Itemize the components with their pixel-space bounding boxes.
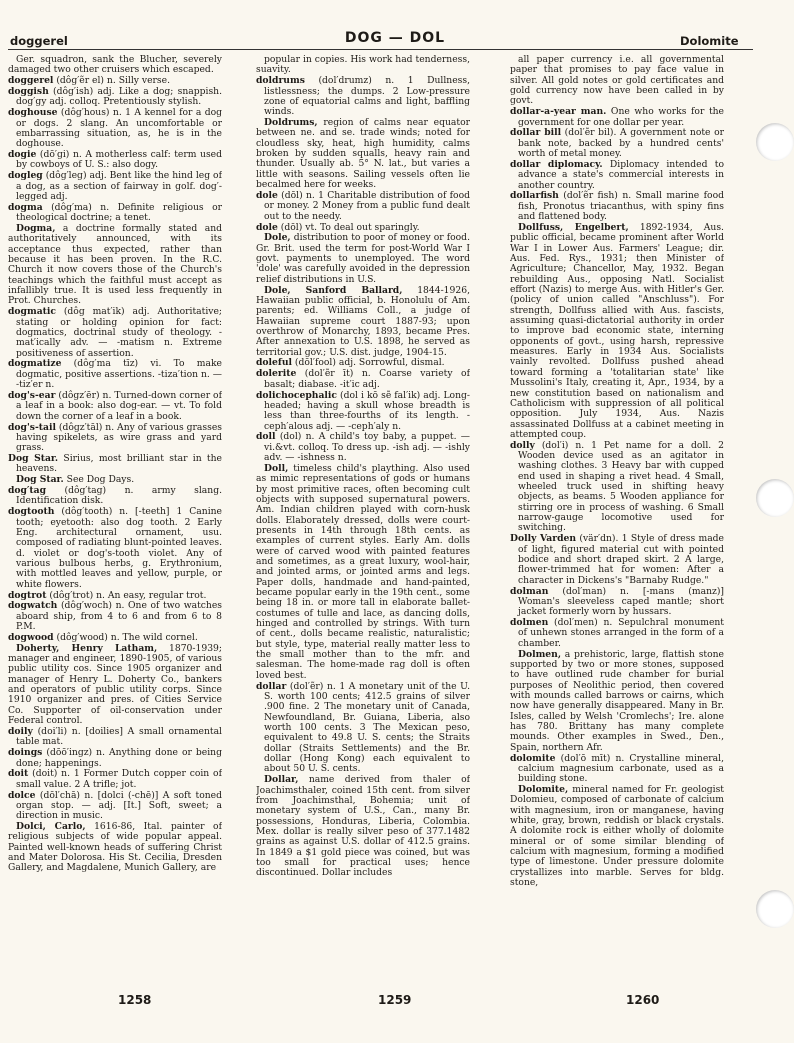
page-number-left: 1258: [118, 993, 152, 1007]
headword: dolce: [8, 789, 36, 801]
entry-text: (dol′man) n. [-mans (manz)] Woman's sleeveless caped mantle; short jacket formerly worn by hussars.: [518, 585, 724, 618]
entry-text: (dôgz′ēr) n. Turned-down corner of a leaf in a book: also dog-ear. — vt. To fold down the corner of a leaf in a book.: [16, 390, 222, 422]
headword: dollarfish: [510, 190, 559, 202]
headword: dogmatic: [8, 306, 56, 318]
dictionary-entry: [8, 507, 222, 590]
headword: dogleg: [8, 170, 43, 182]
entry-text: (dôg′woch) n. One of two watches aboard ship, from 4 to 6 and from 6 to 8 P.M.: [16, 600, 222, 633]
headword: dolerite: [256, 368, 297, 380]
encyclopedia-paragraph: [510, 650, 724, 753]
entry-text: (dol) n. A child's toy baby, a puppet. — vi.&vt. colloq. To dress up. -ish adj. — -ishly adv. — -ishness n.: [264, 431, 470, 464]
headword: doldrums: [256, 75, 305, 87]
headword: doings: [8, 747, 43, 759]
dictionary-entry: [510, 754, 724, 785]
encyclopedia-paragraph: [510, 55, 724, 107]
dictionary-entry: [8, 150, 222, 171]
entry-text: (dol′ẽr īt) n. Coarse variety of basalt; diabase. -it′ic adj.: [264, 368, 470, 390]
headword: Dog Star.: [16, 474, 64, 486]
dictionary-entry: [8, 171, 222, 202]
headword: Dolmen,: [518, 648, 562, 660]
entry-text: Sirius, most brilliant star in the heavens.: [16, 453, 222, 475]
headword: dole: [256, 189, 278, 201]
headword: Dogma,: [16, 223, 56, 234]
headword: dolmen: [510, 617, 549, 629]
entry-text: distribution to poor of money or food. Gr. Brit. used the term for post-World War I govt. payments to unemployed. The word 'dole' was carefully avoided in the depression relief distributions in U.S.: [256, 232, 470, 285]
headword: dolman: [510, 585, 549, 597]
entry-text: 1870-1939; manager and engineer, 1890-1905, of various public utility cos. Since 1905 organizer and manager of Henry L. Doherty Co., bankers and operators of public utility corps. Since 1910 organizer and pres. of Cities Service Co. Supporter of oil-conservation under Federal control.: [8, 642, 222, 727]
binder-hole-middle: [756, 479, 794, 517]
headword: dogie: [8, 149, 37, 161]
dictionary-entry: [256, 369, 470, 390]
entry-text: (dol′ẽr) n. 1 A monetary unit of the U. S. worth 100 cents; 412.5 grains of silver .900 fine. 2 The monetary unit of Canada, Newfoundland, Br. Guiana, Liberia, also worth 100 cents. 3 The Mexican peso, equivalent to 49.8 U. S. cents; the Straits dollar (Straits Settlements) and the Br. dollar (Hong Kong) each equivalent to about 50 U. S. cents.: [264, 680, 470, 775]
headword: dolichocephalic: [256, 389, 338, 401]
encyclopedia-paragraph: [8, 644, 222, 727]
entry-text: (doit) n. 1 Former Dutch copper coin of small value. 2 A trifle; jot.: [16, 768, 222, 790]
page-range-heading: DOG — DOL: [344, 30, 446, 46]
dictionary-entry: [256, 223, 470, 233]
page-number-middle: 1259: [378, 993, 412, 1007]
headword: dog′tag: [8, 485, 47, 497]
dictionary-entry: [256, 682, 470, 775]
dictionary-entry: [510, 160, 724, 191]
dictionary-entry: [8, 727, 222, 748]
encyclopedia-paragraph: [256, 55, 470, 76]
headword: dollar diplomacy.: [510, 158, 603, 170]
headword: Dolly Varden: [510, 533, 577, 545]
entry-text: (dol i kō sẽ fal′ik) adj. Long-headed; having a skull whose breadth is less than three-fourths of its length. -ceph′alous adj. — -ceph′aly n.: [264, 389, 470, 432]
entry-text: (dōō′ingz) n. Anything done or being done; happenings.: [16, 747, 222, 769]
headword: dolly: [510, 439, 535, 451]
entry-text: (dôg′leg) adj. Bent like the hind leg of a dog, as a section of fairway in golf. dog′-legged adj.: [16, 170, 222, 202]
entry-text: a doctrine formally stated and authoritatively announced, with its acceptance thus expected, rather than because it has been proven. In the R.C. Church it now covers those of the Church's teachings which the faithful must accept as infallibly true. It is used less frequently in Prot. Churches.: [8, 223, 222, 307]
dictionary-entry: [510, 191, 724, 222]
headword: dogtrot: [8, 589, 47, 601]
entry-text: timeless child's plaything. Also used as mimic representations of gods or humans by most primitive races, often becoming cult objects with supposed supernatural powers. Am. Indian children played with corn-husk dolls. Elaborately dressed, dolls were court-presents in 14th through 18th cents. as examples of current styles. Early Am. dolls were of carved wood with painted features and sometimes, as a great luxury, wool-hair, and jointed arms, or jointed arms and legs. Paper dolls, handmade and hand-painted, became popular early in the 19th cent., some being 18 in. or more tall in elaborate ballet-costumes of tulle and lace, as dancing dolls, hinged and controlled by strings. With turn of cent., dolls became realistic, naturalistic; but style, type, material really matter less to the small mother than to the mfr. and salesman. The home-made rag doll is often loved best.: [256, 462, 470, 681]
entry-text: Diplomacy intended to advance a state's commercial interests in another country.: [518, 158, 724, 191]
dictionary-entry: [510, 618, 724, 649]
dictionary-entry: [256, 432, 470, 463]
encyclopedia-paragraph: [8, 822, 222, 874]
entry-text: (dō′gi) n. A motherless calf: term used by cowboys of U. S.: also dogy.: [16, 149, 222, 171]
headword: dogwood: [8, 631, 54, 643]
headword: dogmatize: [8, 358, 62, 370]
entry-text: (dol′i) n. 1 Pet name for a doll. 2 Wooden device used as an agitator in washing clothes. 3 Heavy bar with cupped end used in shaping a rivet head. 4 Small, wheeled truck used in shifting heavy objects, as beams. 5 Wooden appliance for stirring ore in process of washing. 6 Small narrow-gauge locomotive used for switching.: [518, 439, 724, 534]
encyclopedia-paragraph: [510, 785, 724, 888]
dictionary-entry: [510, 107, 724, 128]
binder-hole-bottom: [756, 890, 794, 928]
dictionary-entry: [256, 391, 470, 432]
entry-text: (dôgz′tāl) n. Any of various grasses having spikelets, as wire grass and yard grass.: [16, 421, 222, 454]
encyclopedia-paragraph: [256, 118, 470, 190]
headword: doily: [8, 726, 33, 737]
headword: Dollar,: [264, 774, 299, 786]
dictionary-entry: [8, 391, 222, 422]
header-rule: [8, 49, 753, 50]
page-number-right: 1260: [626, 993, 660, 1007]
entry-text: a prehistoric, large, flattish stone supported by two or more stones, supposed to have outlined rude chamber for burial purposes of Neolithic period, then covered with mounds called barrows or cairns, which now have generally disappeared. Many in Br. Isles, called by Welsh 'Cromlechs'; Ire. alone has 780. Brittany has many complete mounds. Other examples in Swed., Den., Spain, northern Afr.: [510, 648, 724, 753]
entry-text: (dol′ō mīt) n. Crystalline mineral, calcium magnesium carbonate, used as a building stone.: [518, 752, 724, 785]
binder-hole-top: [756, 123, 794, 161]
dictionary-entry: [8, 748, 222, 769]
entry-text: mineral named for Fr. geologist Dolomieu, composed of carbonate of calcium with magnesium, iron or manganese, having white, gray, brown, reddish or black crystals. A dolomite rock is either wholly of dolomite mineral or of some similar blending of calcium with magnesium, forming a modified type of limestone. Under pressure dolomite crystallizes into marble. Serves for bldg. stone,: [510, 784, 724, 889]
encyclopedia-paragraph: [8, 224, 222, 307]
dictionary-entry: [510, 128, 724, 159]
entry-text: (dōl) vt. To deal out sparingly.: [277, 221, 420, 233]
dictionary-entry: [8, 108, 222, 149]
headword: dogma: [8, 201, 43, 213]
dictionary-entry: [510, 534, 724, 586]
entry-text: (doi′li) n. [doilies] A small ornamental table mat.: [16, 726, 222, 748]
entry-text: (dôg′wood) n. The wild cornel.: [53, 631, 198, 643]
dictionary-entry: [510, 587, 724, 618]
column-middle: [256, 55, 470, 985]
dictionary-entry: [8, 791, 222, 822]
dictionary-entry: [8, 486, 222, 507]
entry-text: name derived from thaler of Joachimsthaler, coined 15th cent. from silver from Joachimsthal, Bohemia; unit of monetary system of U.S., Can., many Br. possessions, Honduras, Liberia, Colombia. Mex. dollar is really silver peso of 377.1482 grains as against U.S. dollar of 412.5 grains. In 1849 a $1 gold piece was coined, but was too small for practical uses; hence discontinued. Dollar includes: [256, 774, 470, 879]
encyclopedia-paragraph: [8, 475, 222, 485]
entry-text: (dôg′ish) adj. Like a dog; snappish. dog′gy adj. colloq. Pretentiously stylish.: [16, 86, 222, 108]
encyclopedia-paragraph: [256, 775, 470, 878]
entry-text: (dôg′ẽr el) n. Silly verse.: [53, 75, 171, 87]
dictionary-entry: [8, 76, 222, 86]
entry-text: (dôg mat′ik) adj. Authoritative; stating or holding opinion for fact: dogmatics, doctrinal study of theology. -mat′ically adv. — -matism n. Extreme positiveness of assertion.: [16, 306, 222, 359]
headword: Dolomite,: [518, 784, 569, 796]
headword: Doldrums,: [264, 117, 318, 129]
dictionary-entry: [8, 423, 222, 454]
entry-text: (dol′ẽr bil). A government note or bank note, backed by a hundred cents' worth of metal money.: [518, 127, 724, 160]
dictionary-entry: [8, 769, 222, 790]
headword: dogtooth: [8, 506, 55, 518]
dictionary-entry: [8, 601, 222, 632]
headword: dolomite: [510, 752, 556, 764]
headword: doghouse: [8, 107, 58, 119]
headword: dog's-ear: [8, 390, 56, 401]
headword: dog's-tail: [8, 421, 56, 433]
entry-text: One who works for the government for one dollar per year.: [518, 106, 724, 128]
entry-text: Ger. squadron, sank the Blucher, severely damaged two other cruisers which escaped.: [8, 55, 222, 76]
column-right: [510, 55, 724, 985]
entry-text: all paper currency i.e. all governmental paper that promises to pay face value in silver. All gold notes or gold certificates and gold currency now have been called in by govt.: [510, 55, 724, 107]
entry-text: (vär′dn). 1 Style of dress made of light, figured material cut with pointed bodice and short draped skirt. 2 A large, flower-trimmed hat for women: After a character in Dickens's "Barnaby Rudge.": [518, 533, 724, 586]
right-guide-word: Dolomite: [680, 34, 739, 48]
encyclopedia-paragraph: [510, 223, 724, 440]
headword: Dole, Sanford Ballard,: [264, 284, 403, 296]
dictionary-entry: [256, 358, 470, 368]
entry-text: (dôg′tooth) n. [-teeth] 1 Canine tooth; eyetooth: also dog tooth. 2 Early Eng. architectural ornament, usu. composed of radiating blunt-pointed leaves. d. violet or dog's-tooth violet. Any of various bulbous herbs, g. Erythronium, with mottled leaves and yellow, purple, or white flowers.: [16, 506, 222, 590]
entry-text: See Dog Days.: [63, 474, 135, 486]
dictionary-entry: [256, 191, 470, 222]
entry-text: (dôg′tag) n. army slang. Identification disk.: [16, 485, 222, 507]
dictionary-entry: [8, 591, 222, 601]
dictionary-entry: [256, 76, 470, 117]
column-left: [8, 55, 222, 985]
headword: dole: [256, 221, 278, 233]
entry-text: (dōl) n. 1 Charitable distribution of food or money. 2 Money from a public fund dealt out to the needy.: [264, 189, 470, 222]
encyclopedia-paragraph: [256, 233, 470, 285]
headword: dollar bill: [510, 127, 562, 139]
headword: dollar-a-year man.: [510, 106, 607, 118]
dictionary-entry: [8, 633, 222, 643]
headword: dollar: [256, 680, 287, 692]
entry-text: (dôg′trot) n. An easy, regular trot.: [46, 589, 207, 601]
headword: doggerel: [8, 75, 54, 87]
headword: Dole,: [264, 232, 291, 244]
dictionary-entry: [510, 441, 724, 534]
dictionary-entry: [8, 203, 222, 224]
entry-text: region of calms near equator between ne. and se. trade winds; noted for cloudless sky, heat, high humidity, calms broken by sudden squalls, heavy rain and thunder. Usually ab. 5° N. lat., but varies a little with seasons. Sailing vessels often lie becalmed here for weeks.: [256, 117, 470, 191]
encyclopedia-paragraph: [256, 286, 470, 358]
entry-text: popular in copies. His work had tenderness, suavity.: [256, 55, 470, 76]
headword: Dolci, Carlo,: [16, 821, 86, 833]
encyclopedia-paragraph: [256, 464, 470, 681]
headword: Dog Star.: [8, 453, 59, 465]
headword: Doherty, Henry Latham,: [16, 642, 158, 654]
entry-text: (dôg′ma) n. Definite religious or theological doctrine; a tenet.: [16, 201, 222, 224]
encyclopedia-paragraph: [8, 55, 222, 76]
headword: doggish: [8, 86, 49, 98]
dictionary-entry: [8, 454, 222, 475]
headword: Doll,: [264, 462, 289, 474]
headword: Dollfuss, Engelbert,: [518, 222, 629, 233]
headword: doleful: [256, 357, 293, 369]
entry-text: (dol′ẽr fish) n. Small marine food fish, Pronotus triacanthus, with spiny fins and flattened body.: [518, 190, 724, 223]
entry-text: (dol′drumz) n. 1 Dullness, listlessness; the dumps. 2 Low-pressure zone of equatorial calms and light, baffling winds.: [264, 75, 470, 118]
entry-text: 1844-1926, Hawaiian public official, b. Honolulu of Am. parents; ed. Williams Coll., a judge of Hawaiian supreme court 1887-93; upon overthrow of Monarchy, 1893, became Pres. After annexation to U.S. 1898, he served as territorial gov.; U.S. dist. judge, 1904-15.: [256, 284, 470, 358]
entry-text: (dōl′chā) n. [dolci (-chē)] A soft toned organ stop. — adj. [It.] Soft, sweet; a direction in music.: [16, 789, 222, 822]
left-guide-word: doggerel: [10, 34, 68, 48]
dictionary-entry: [8, 87, 222, 108]
entry-text: 1892-1934, Aus. public official, became prominent after World War I in Lower Aus. Farmers' League; dir. Aus. Fed. Rys., 1931; then Minister of Agriculture; Chancellor, May, 1932. Began rebuilding Aus., opposing Natl. Socialist effort (Nazis) to merge Aus. with Hitler's Ger. (policy of union called "Anschluss"). For strength, Dollfuss allied with Aus. fascists, assuming quasi-dictatorial authority in order to improve bad economic state, interning opponents of govt., using harsh, repressive measures. Early in 1934 Aus. Socialists vainly revolted. Dollfuss pushed ahead toward forming a 'totalitarian state' like Mussolini's Italy, creating it, Apr., 1934, by a new constitution based on nationalism and Catholicism with suppression of all political opposition. July 1934, Aus. Nazis assassinated Dollfuss at a cabinet meeting in attempted coup.: [510, 222, 724, 440]
dictionary-entry: [8, 307, 222, 359]
headword: dogwatch: [8, 600, 58, 612]
entry-text: (dol′men) n. Sepulchral monument of unhewn stones arranged in the form of a chamber.: [518, 617, 724, 649]
dictionary-entry: [8, 359, 222, 390]
headword: doll: [256, 431, 276, 443]
entry-text: (dôg′ma tīz) vi. To make dogmatic, positive assertions. -tiza′tion n. — -tiz′er n.: [16, 358, 222, 391]
entry-text: (dôg′hous) n. 1 A kennel for a dog or dogs. 2 slang. An uncomfortable or embarrassing situation, as, he is in the doghouse.: [16, 107, 222, 150]
entry-text: (dōl′fool) adj. Sorrowful, dismal.: [292, 357, 445, 369]
headword: doit: [8, 768, 29, 780]
entry-text: 1616-86, Ital. painter of religious subjects of wide popular appeal. Painted well-known heads of suffering Christ and Mater Dolorosa. His St. Cecilia, Dresden Gallery, and Magdalene, Munich Gallery, are: [8, 821, 222, 874]
